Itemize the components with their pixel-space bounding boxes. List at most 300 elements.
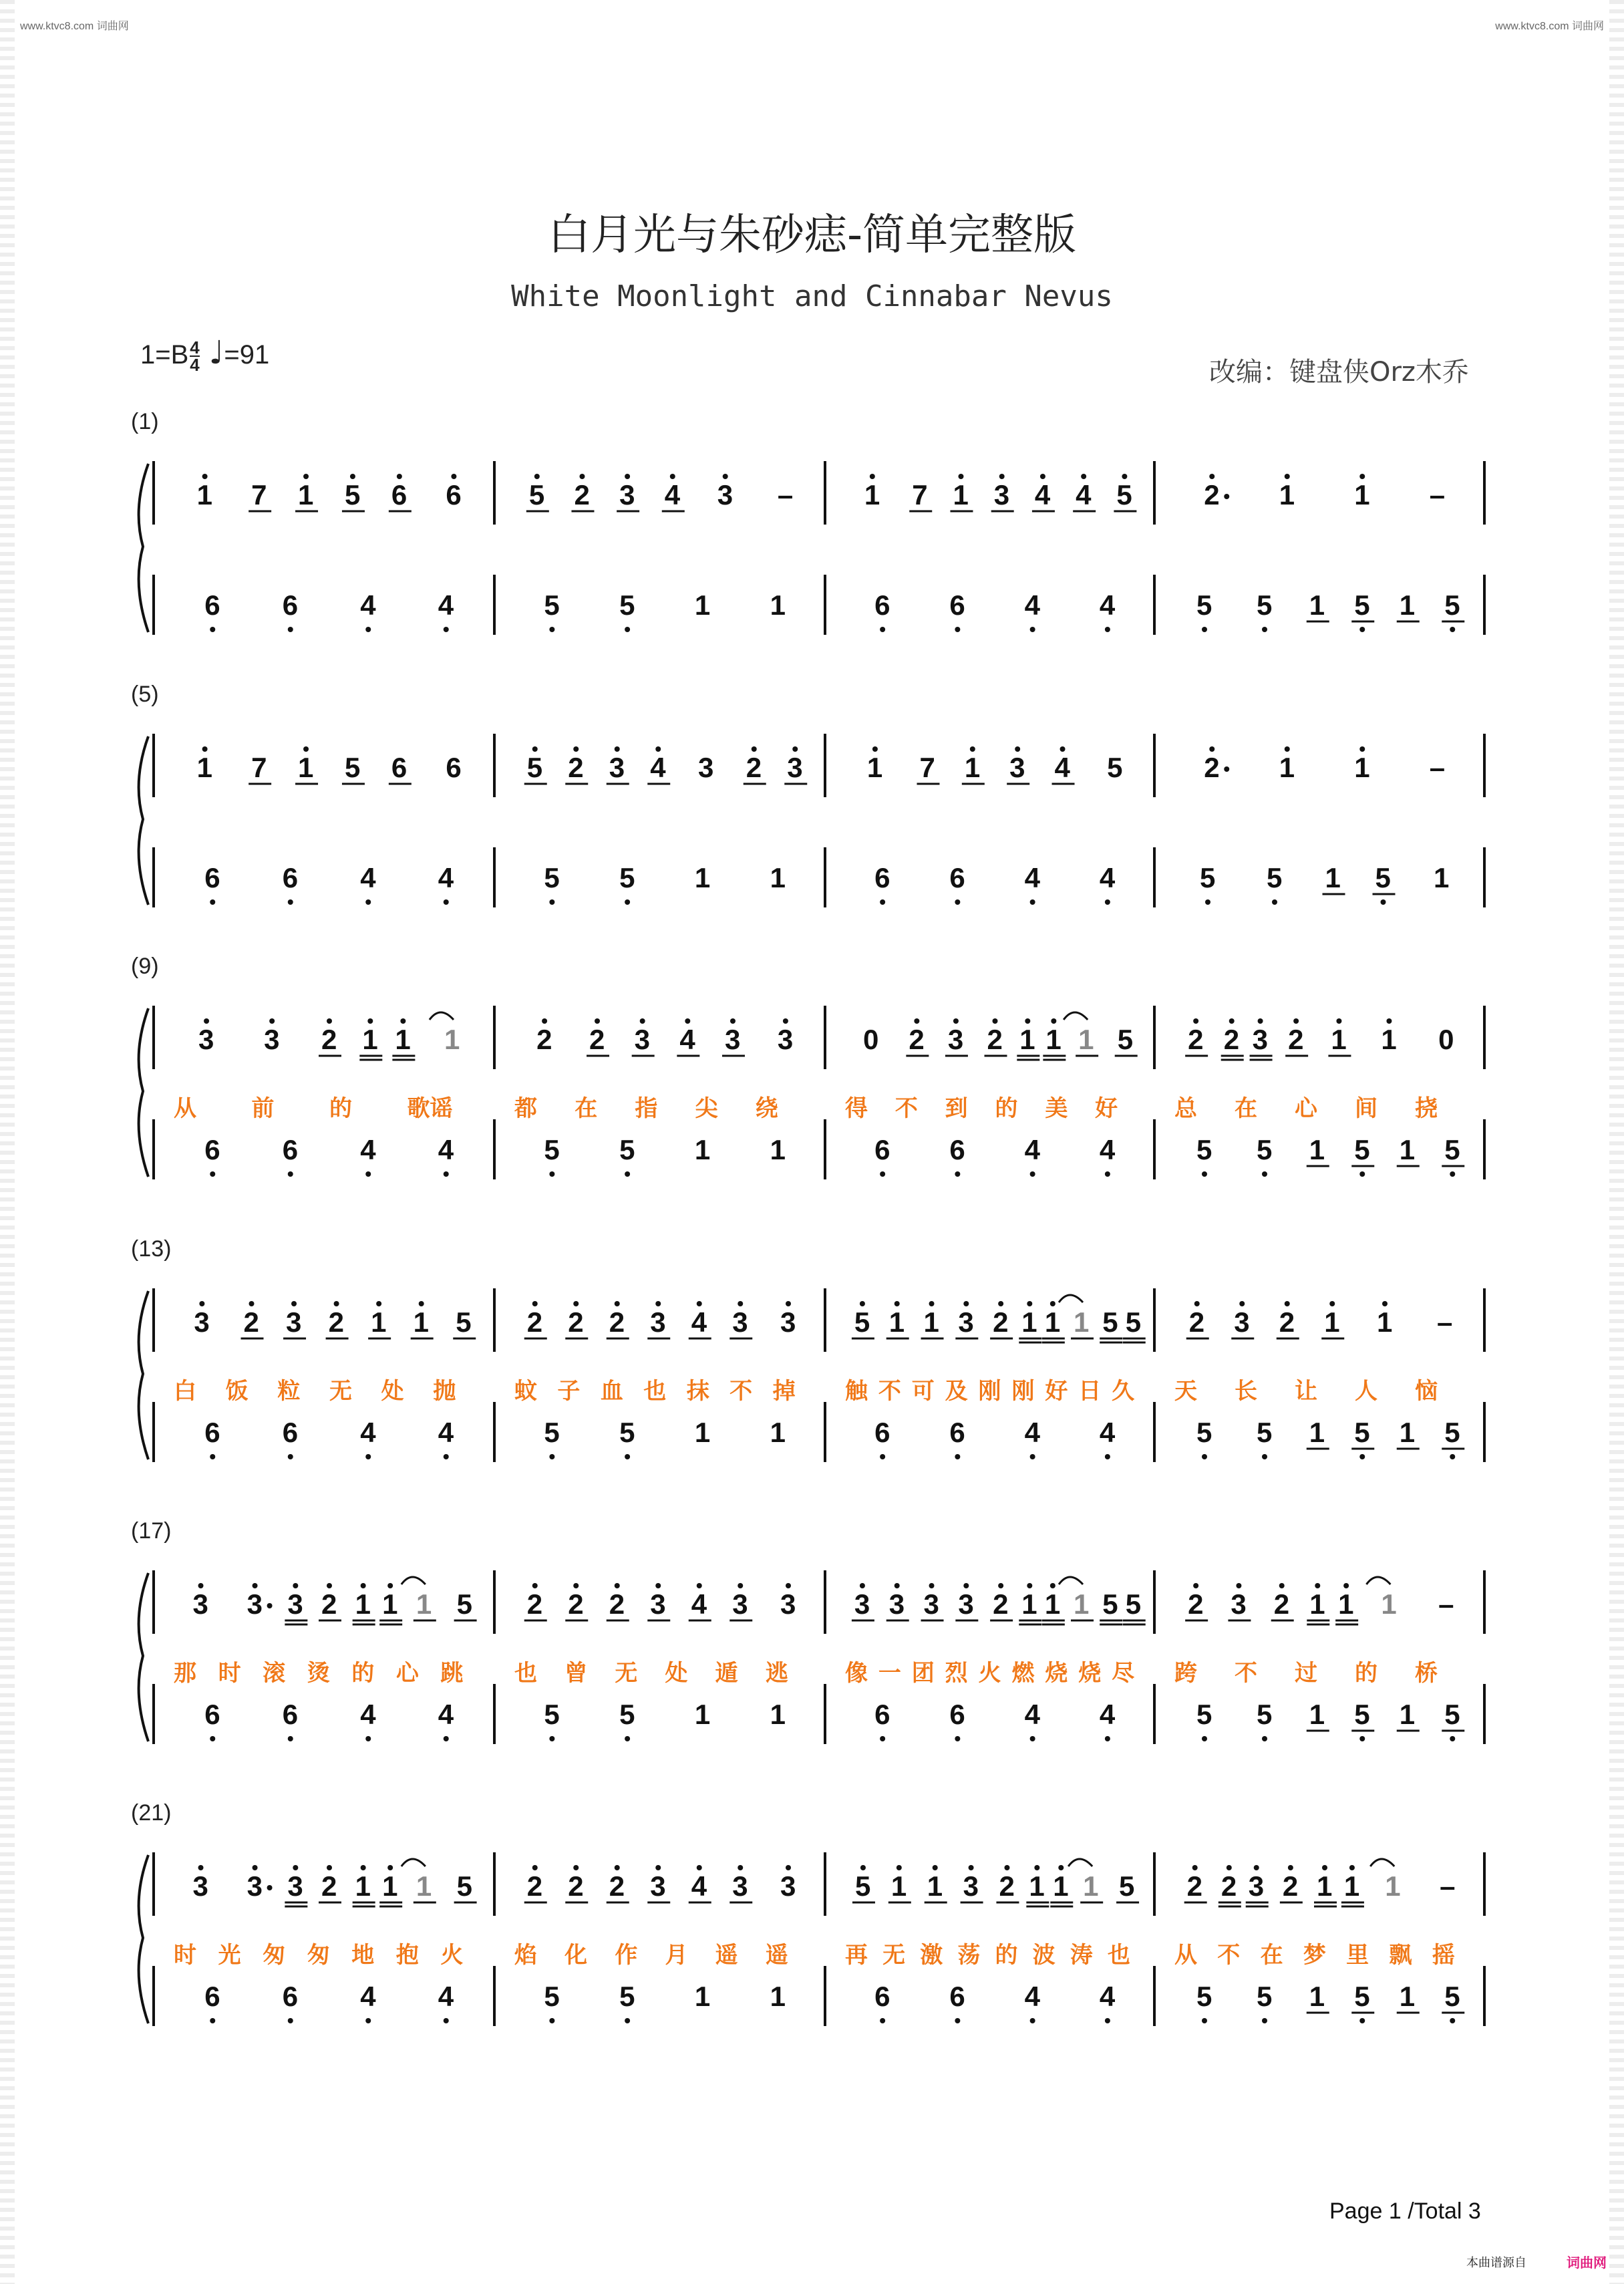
high-octave-dot [542,1018,547,1024]
lyric-5-1-1: 化 [564,1942,588,1969]
bass-note-5-0-1: 6 [282,1981,299,2012]
high-octave-dot [1239,1301,1245,1306]
lyric-2-3-0: 总 [1174,1095,1197,1122]
high-octave-dot [958,474,963,479]
bass-note-2-3-4: 1 [1399,1134,1416,1165]
low-octave-dot [880,899,885,905]
bass-note-0-3-1: 5 [1257,589,1273,621]
lyric-2-1-0: 都 [514,1095,537,1122]
high-octave-dot [786,1583,791,1588]
bass-note-5-0-2: 4 [360,1981,376,2012]
lyric-5-3-0: 从 [1174,1942,1197,1969]
lyric-4-2-6: 烧 [1045,1660,1068,1687]
high-octave-dot [361,1865,366,1870]
bass-note-0-0-2: 4 [360,589,376,621]
high-octave-dot [361,1583,366,1588]
lyric-4-0-6: 跳 [440,1660,464,1687]
melody-note-2-2-2: 3 [947,1024,964,1055]
high-octave-dot [1058,1865,1064,1870]
melody-note-0-1-3: 4 [664,479,681,511]
lyric-5-1-5: 遥 [765,1942,788,1969]
low-octave-dot [1030,899,1035,905]
lyric-3-1-6: 掉 [772,1378,796,1405]
lyric-4-3-4: 桥 [1415,1660,1438,1687]
melody-note-5-1-0: 2 [526,1870,543,1902]
bass-note-2-3-3: 5 [1354,1134,1370,1165]
high-octave-dot [579,474,585,479]
bass-note-5-1-2: 1 [694,1981,711,2012]
lyric-2-2-0: 得 [845,1095,868,1122]
melody-note-5-3-0: 2 [1186,1870,1203,1902]
lyric-4-1-5: 逃 [765,1660,788,1687]
bass-note-5-0-0: 6 [204,1981,220,2012]
low-octave-dot [365,1171,371,1177]
high-octave-dot [249,1301,255,1306]
lyric-4-2-8: 尽 [1112,1660,1135,1687]
high-octave-dot [870,474,875,479]
lyric-4-2-3: 烈 [945,1660,968,1687]
lyric-4-1-4: 遁 [715,1660,738,1687]
melody-note-5-1-3: 3 [650,1870,666,1902]
melody-note-5-3-3: 2 [1282,1870,1299,1902]
melody-note-5-0-4: 1 [355,1870,371,1902]
bass-note-2-0-1: 6 [282,1134,299,1165]
melody-note-0-3-2: 1 [1354,479,1370,511]
melody-note-4-0-1: 3 [247,1588,263,1620]
melody-note-3-0-2: 3 [286,1306,302,1338]
lyric-2-2-5: 好 [1095,1095,1118,1122]
source-site: 词曲网 [1567,2256,1607,2271]
high-octave-dot [685,1018,690,1024]
bass-note-5-3-0: 5 [1196,1981,1212,2012]
time-signature-bottom: 4 [190,355,200,376]
melody-note-4-2-4: 2 [993,1588,1009,1620]
bass-note-4-1-2: 1 [694,1699,711,1730]
lyric-2-3-4: 挠 [1415,1095,1438,1122]
high-octave-dot [752,746,757,752]
bass-note-5-2-3: 4 [1099,1981,1116,2012]
high-octave-dot [1050,1583,1055,1588]
bass-note-2-0-0: 6 [204,1134,220,1165]
high-octave-dot [573,1583,579,1588]
bass-note-5-1-0: 5 [544,1981,560,2012]
high-octave-dot [1027,1301,1032,1306]
bass-note-1-2-2: 4 [1024,862,1040,893]
melody-note-2-0-2: 2 [321,1024,337,1055]
lyric-5-0-0: 时 [174,1942,196,1969]
melody-note-4-1-5: 3 [732,1588,748,1620]
lyric-4-0-5: 心 [395,1660,419,1687]
tie-arc [430,1012,454,1020]
lyric-5-3-3: 梦 [1303,1942,1326,1969]
lyric-3-2-1: 不 [878,1378,901,1405]
melody-note-3-1-1: 2 [568,1306,584,1338]
bass-note-1-0-2: 4 [360,862,376,893]
arranger: 改编：键盘侠Orz木乔 [1209,357,1469,388]
melody-note-5-2-2: 1 [927,1870,943,1902]
lyric-5-2-4: 的 [995,1942,1018,1969]
melody-note-0-2-2: 1 [953,479,969,511]
melody-note-0-0-1: 7 [251,479,267,511]
lyric-3-3-2: 让 [1295,1378,1317,1405]
bass-note-2-3-5: 5 [1444,1134,1460,1165]
page-number: Page 1 /Total 3 [1329,2198,1481,2224]
lyric-2-3-2: 心 [1295,1095,1317,1122]
lyric-5-2-1: 无 [882,1942,906,1969]
melody-note-2-0-5: 1 [444,1024,460,1055]
low-octave-dot [1450,2018,1455,2023]
system-number: (5) [131,682,159,707]
low-octave-dot [955,627,960,632]
melody-note-5-2-0: 5 [854,1870,871,1902]
high-octave-dot [969,1865,974,1870]
melody-note-2-3-0: 2 [1188,1024,1204,1055]
melody-note-3-0-1: 2 [243,1306,259,1338]
lyric-2-2-1: 不 [895,1095,918,1122]
melody-note-0-1-1: 2 [574,479,590,511]
low-octave-dot [625,627,630,632]
melody-note-3-0-6: 5 [456,1306,472,1338]
melody-note-5-0-2: 3 [287,1870,303,1902]
high-octave-dot [199,1301,204,1306]
melody-note-2-1-3: 4 [679,1024,695,1055]
melody-note-0-1-0: 5 [528,479,545,511]
low-octave-dot [1030,1736,1035,1741]
melody-note-1-3-1: 1 [1279,752,1295,783]
melody-note-4-2-5: 1 [1021,1588,1037,1620]
bass-note-3-2-1: 6 [949,1417,965,1448]
lyric-2-3-3: 间 [1355,1095,1377,1122]
bass-note-5-2-1: 6 [949,1981,965,2012]
low-octave-dot [549,1171,554,1177]
high-octave-dot [1359,474,1365,479]
bass-note-0-3-3: 5 [1354,589,1370,621]
melody-note-0-2-1: 7 [912,479,928,511]
melody-note-0-1-2: 3 [619,479,635,511]
low-octave-dot [625,899,630,905]
high-octave-dot [573,1301,579,1306]
low-octave-dot [1030,2018,1035,2023]
lyric-3-1-2: 血 [600,1378,623,1405]
lyric-4-2-0: 像 [845,1660,868,1687]
melody-note-4-1-3: 3 [650,1588,666,1620]
bass-note-4-3-5: 5 [1444,1699,1460,1730]
melody-note-2-3-4: 1 [1331,1024,1347,1055]
melody-note-3-1-2: 2 [609,1306,625,1338]
high-octave-dot [1258,1018,1263,1024]
lyric-2-1-2: 指 [635,1095,658,1122]
melody-note-0-3-3: – [1429,479,1446,511]
bass-note-1-3-3: 5 [1375,862,1391,893]
bass-note-0-2-2: 4 [1024,589,1040,621]
melody-note-0-3-0: 2 [1204,479,1220,511]
melody-note-3-1-5: 3 [732,1306,748,1338]
high-octave-dot [1254,1865,1259,1870]
melody-note-5-2-4: 2 [999,1870,1015,1902]
low-octave-dot [1105,2018,1110,2023]
high-octave-dot [872,746,878,752]
lyric-3-0-4: 处 [381,1378,404,1405]
high-octave-dot [860,1301,865,1306]
lyric-3-0-2: 粒 [277,1378,301,1405]
high-octave-dot [1285,1301,1290,1306]
high-octave-dot [253,1583,258,1588]
lyric-3-2-8: 久 [1112,1378,1135,1405]
lyric-5-1-3: 月 [665,1942,688,1969]
melody-note-5-3-4: 1 [1317,1870,1333,1902]
bass-note-2-3-1: 5 [1257,1134,1273,1165]
tie-arc [1059,1295,1083,1302]
tie-arc [401,1577,426,1584]
melody-note-1-3-0: 2 [1204,752,1220,783]
melody-note-4-3-3: 1 [1309,1588,1325,1620]
bass-note-2-1-1: 5 [619,1134,635,1165]
bass-note-4-0-3: 4 [438,1699,454,1730]
high-octave-dot [786,1301,791,1306]
lyric-2-2-2: 到 [945,1095,968,1122]
system-brace [139,1291,148,1459]
melody-note-5-1-2: 2 [609,1870,625,1902]
melody-note-4-3-2: 2 [1273,1588,1290,1620]
lyric-4-1-2: 无 [615,1660,638,1687]
lyric-5-1-2: 作 [615,1942,638,1969]
header-site-left: www.ktvc8.com 词曲网 [20,21,129,32]
low-octave-dot [444,899,449,905]
bass-note-1-0-1: 6 [282,862,299,893]
melody-note-0-0-3: 5 [344,479,361,511]
time-signature-top: 4 [190,337,200,358]
high-octave-dot [697,1301,702,1306]
system-number: (9) [131,954,159,979]
lyric-4-1-1: 曾 [564,1660,588,1687]
melody-note-2-0-0: 3 [198,1024,214,1055]
lyric-3-0-5: 抛 [433,1378,456,1405]
high-octave-dot [914,1018,919,1024]
melody-note-2-3-6: 0 [1438,1024,1454,1055]
lyric-5-0-2: 匆 [263,1942,286,1969]
low-octave-dot [549,2018,554,2023]
bass-note-0-2-3: 4 [1099,589,1116,621]
high-octave-dot [929,1301,935,1306]
bass-note-2-1-2: 1 [694,1134,711,1165]
bass-note-3-1-0: 5 [544,1417,560,1448]
high-octave-dot [451,474,456,479]
melody-note-1-1-2: 3 [609,752,625,783]
lyric-3-1-3: 也 [643,1378,667,1405]
high-octave-dot [1236,1583,1241,1588]
bass-note-0-0-3: 4 [438,589,454,621]
melody-note-3-0-4: 1 [371,1306,387,1338]
low-octave-dot [288,627,293,632]
high-octave-dot [970,746,975,752]
melody-note-5-2-3: 3 [963,1870,979,1902]
high-octave-dot [1004,1865,1009,1870]
high-octave-dot [1229,1018,1235,1024]
high-octave-dot [419,1301,424,1306]
high-octave-dot [1192,1865,1198,1870]
system-number: (17) [131,1518,172,1544]
melody-note-2-1-1: 2 [589,1024,605,1055]
tie-arc [1366,1577,1390,1584]
melody-note-3-2-6: 1 [1044,1306,1061,1338]
low-octave-dot [444,1736,449,1741]
lyric-5-3-6: 摇 [1432,1942,1455,1969]
high-octave-dot [367,1018,373,1024]
melody-note-5-3-7: – [1440,1870,1456,1902]
melody-note-3-3-1: 3 [1234,1306,1250,1338]
low-octave-dot [444,2018,449,2023]
high-octave-dot [723,474,728,479]
high-octave-dot [1050,1301,1055,1306]
lyric-2-0-2: 的 [329,1095,352,1122]
lyric-3-0-3: 无 [329,1378,352,1405]
high-octave-dot [198,1865,204,1870]
melody-note-5-2-7: 1 [1083,1870,1099,1902]
lyric-2-1-4: 绕 [755,1095,778,1122]
bass-note-2-3-0: 5 [1196,1134,1212,1165]
high-octave-dot [198,1583,204,1588]
melody-note-4-0-4: 1 [355,1588,371,1620]
high-octave-dot [953,1018,959,1024]
lyric-3-2-7: 日 [1078,1378,1102,1405]
high-octave-dot [1025,1018,1030,1024]
high-octave-dot [293,1583,298,1588]
low-octave-dot [625,1736,630,1741]
low-octave-dot [955,899,960,905]
melody-note-0-1-5: – [777,479,794,511]
melody-note-3-2-1: 1 [888,1306,905,1338]
high-octave-dot [783,1018,788,1024]
high-octave-dot [655,1301,661,1306]
melody-note-5-1-1: 2 [568,1870,584,1902]
low-octave-dot [880,1736,885,1741]
lyric-4-0-3: 烫 [307,1660,330,1687]
melody-note-5-3-6: 1 [1385,1870,1401,1902]
high-octave-dot [933,1865,938,1870]
melody-note-1-3-2: 1 [1354,752,1370,783]
melody-note-0-2-5: 4 [1076,479,1092,511]
bass-note-4-3-4: 1 [1399,1699,1416,1730]
high-octave-dot [534,474,540,479]
high-octave-dot [738,1865,743,1870]
melody-note-2-1-4: 3 [724,1024,741,1055]
bass-note-3-0-2: 4 [360,1417,376,1448]
melody-note-1-2-5: 5 [1107,752,1123,783]
melody-note-1-1-4: 3 [698,752,714,783]
melody-note-4-3-1: 3 [1231,1588,1247,1620]
melody-note-1-3-3: – [1429,752,1446,783]
augmentation-dot [1224,766,1229,772]
high-octave-dot [1027,1583,1032,1588]
bass-note-1-3-4: 1 [1434,862,1450,893]
source-label: 本曲谱源自 [1466,2256,1526,2269]
lyric-4-2-5: 燃 [1011,1660,1035,1687]
low-octave-dot [210,1171,215,1177]
melody-note-5-3-2: 3 [1248,1870,1265,1902]
header-site-right: www.ktvc8.com 词曲网 [1495,21,1604,32]
bass-note-2-2-1: 6 [949,1134,965,1165]
melody-note-4-3-4: 1 [1338,1588,1354,1620]
low-octave-dot [365,899,371,905]
system-number: (21) [131,1800,172,1826]
low-octave-dot [1262,627,1267,632]
melody-note-4-2-2: 3 [923,1588,939,1620]
melody-note-1-2-4: 4 [1054,752,1070,783]
low-octave-dot [955,1171,960,1177]
high-octave-dot [293,1865,298,1870]
high-octave-dot [253,1865,258,1870]
low-octave-dot [365,2018,371,2023]
melody-note-1-0-4: 6 [391,752,408,783]
lyric-4-0-1: 时 [218,1660,241,1687]
lyric-5-2-6: 涛 [1070,1942,1093,1969]
lyric-2-3-1: 在 [1235,1095,1257,1122]
high-octave-dot [350,474,355,479]
melody-note-4-3-5: 1 [1381,1588,1397,1620]
low-octave-dot [365,627,371,632]
bass-note-5-3-5: 5 [1444,1981,1460,2012]
high-octave-dot [532,746,538,752]
high-octave-dot [1193,1583,1198,1588]
high-octave-dot [573,746,579,752]
system-brace [139,1573,148,1741]
lyric-5-2-0: 再 [845,1942,868,1969]
bass-note-5-1-3: 1 [770,1981,786,2012]
lyric-3-2-4: 刚 [978,1378,1001,1405]
bass-note-4-1-3: 1 [770,1699,786,1730]
melody-note-1-2-1: 7 [919,752,935,783]
melody-note-1-1-3: 4 [650,752,666,783]
key-text: 1=B [140,340,189,370]
bass-note-0-1-0: 5 [544,589,560,621]
tie-arc [1068,1859,1092,1866]
low-octave-dot [444,627,449,632]
high-octave-dot [738,1301,743,1306]
melody-note-1-2-0: 1 [866,752,883,783]
melody-note-1-1-1: 2 [568,752,584,783]
bass-note-4-0-0: 6 [204,1699,220,1730]
melody-note-1-0-0: 1 [196,752,212,783]
melody-note-5-2-5: 1 [1029,1870,1045,1902]
bass-note-0-1-3: 1 [770,589,786,621]
melody-note-3-2-8: 5 [1102,1306,1118,1338]
high-octave-dot [929,1583,935,1588]
high-octave-dot [655,1583,661,1588]
lyric-4-2-4: 火 [978,1660,1001,1687]
high-octave-dot [532,1301,538,1306]
lyric-4-3-2: 过 [1295,1660,1317,1687]
melody-note-2-1-5: 3 [777,1024,794,1055]
system-brace [139,736,148,905]
lyric-5-3-4: 里 [1346,1942,1369,1969]
bass-note-0-1-1: 5 [619,589,635,621]
lyric-2-2-3: 的 [995,1095,1018,1122]
melody-note-4-2-1: 3 [888,1588,905,1620]
lyric-5-3-1: 不 [1217,1942,1241,1969]
melody-note-2-0-4: 1 [395,1024,411,1055]
bass-note-0-0-0: 6 [204,589,220,621]
high-octave-dot [738,1583,743,1588]
melody-note-5-0-5: 1 [382,1870,398,1902]
high-octave-dot [1382,1301,1388,1306]
melody-note-5-1-6: 3 [780,1870,796,1902]
high-octave-dot [303,746,309,752]
melody-note-2-2-4: 1 [1019,1024,1035,1055]
lyric-5-0-3: 匆 [307,1942,330,1969]
low-octave-dot [1030,1454,1035,1459]
augmentation-dot [267,1603,273,1608]
low-octave-dot [625,1171,630,1177]
